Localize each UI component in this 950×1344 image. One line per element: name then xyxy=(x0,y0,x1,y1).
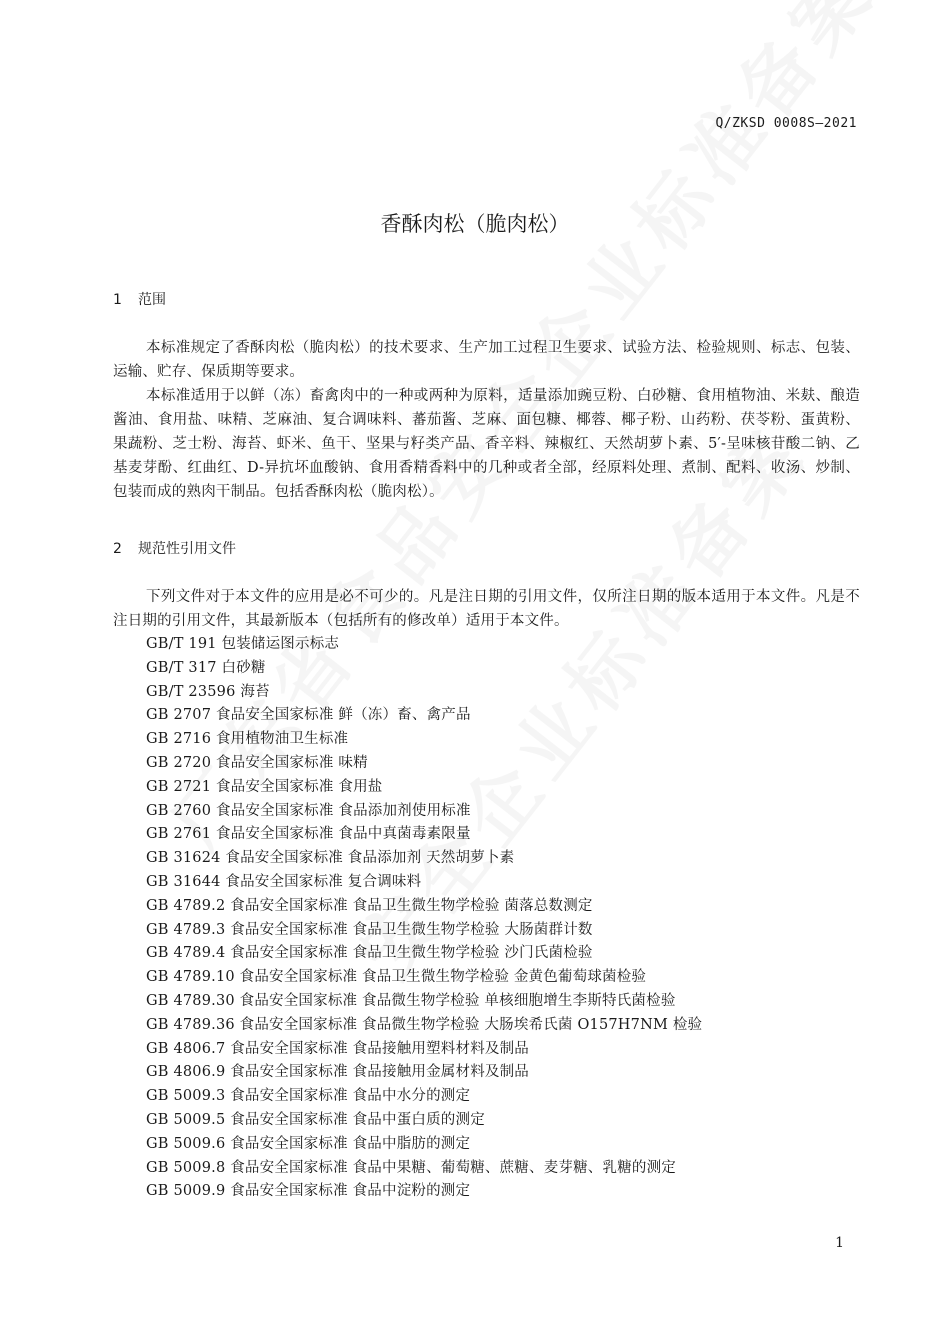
reference-item: GB/T 317 白砂糖 xyxy=(146,659,266,676)
section-1-paragraph-2: 本标准适用于以鲜（冻）畜禽肉中的一种或两种为原料，适量添加豌豆粉、白砂糖、食用植物油、米麸、酿造酱油、食用盐、味精、芝麻油、复合调味料、蕃茄酱、芝麻、面包糠、椰蓉、椰子粉、山药粉、茯苓粉、蛋黄粉、果蔬粉、芝士粉、海苔、虾米、鱼干、坚果与籽类产品、香辛料、辣椒红、天然胡萝卜素、5′-呈味核苷酸二钠、乙基麦芽酚、红曲红、D-异抗坏血酸钠、食用香精香料中的几种或者全部，经原料处理、煮制、配料、收汤、炒制、包装而成的熟肉干制品。包括香酥肉松（脆肉松）。 xyxy=(113,388,860,500)
reference-item: GB 2716 食用植物油卫生标准 xyxy=(146,731,349,748)
section-2-paragraph-1: 下列文件对于本文件的应用是必不可少的。凡是注日期的引用文件，仅所注日期的版本适用于本文件。凡是不注日期的引用文件，其最新版本（包括所有的修改单）适用于本文件。 xyxy=(113,589,860,629)
reference-item: GB 4789.2 食品安全国家标准 食品卫生微生物学检验 菌落总数测定 xyxy=(146,897,593,914)
document-title: 香酥肉松（脆肉松） xyxy=(380,212,570,236)
reference-item: GB 2707 食品安全国家标准 鲜（冻）畜、禽产品 xyxy=(146,707,471,724)
reference-item: GB/T 23596 海苔 xyxy=(146,683,270,700)
reference-item: GB 4789.36 食品安全国家标准 食品微生物学检验 大肠埃希氏菌 O157H7NM 检验 xyxy=(146,1016,703,1033)
reference-item: GB 2760 食品安全国家标准 食品添加剂使用标准 xyxy=(146,802,471,819)
reference-item: GB 4806.9 食品安全国家标准 食品接触用金属材料及制品 xyxy=(146,1064,529,1081)
reference-item: GB 2720 食品安全国家标准 味精 xyxy=(146,754,368,771)
reference-item: GB 31644 食品安全国家标准 复合调味料 xyxy=(146,873,422,890)
section-2-title: 规范性引用文件 xyxy=(138,541,236,557)
reference-item: GB 4789.10 食品安全国家标准 食品卫生微生物学检验 金黄色葡萄球菌检验 xyxy=(146,969,647,986)
reference-item: GB 31624 食品安全国家标准 食品添加剂 天然胡萝卜素 xyxy=(146,850,515,867)
section-1-heading xyxy=(113,289,166,309)
document-code: Q/ZKSD 0008S—2021 xyxy=(715,116,857,131)
reference-item: GB 2761 食品安全国家标准 食品中真菌毒素限量 xyxy=(146,826,471,843)
page-number: 1 xyxy=(835,1235,844,1251)
reference-item: GB 5009.6 食品安全国家标准 食品中脂肪的测定 xyxy=(146,1135,471,1152)
reference-item: GB 4789.30 食品安全国家标准 食品微生物学检验 单核细胞增生李斯特氏菌检验 xyxy=(146,992,676,1009)
reference-list xyxy=(146,633,702,1204)
reference-item: GB 5009.5 食品安全国家标准 食品中蛋白质的测定 xyxy=(146,1111,485,1128)
reference-item: GB 4789.4 食品安全国家标准 食品卫生微生物学检验 沙门氏菌检验 xyxy=(146,945,593,962)
section-2-heading xyxy=(113,538,236,558)
section-1-paragraph-1: 本标准规定了香酥肉松（脆肉松）的技术要求、生产加工过程卫生要求、试验方法、检验规则、标志、包装、运输、贮存、保质期等要求。 xyxy=(113,340,860,380)
reference-item: GB/T 191 包装储运图示标志 xyxy=(146,636,340,652)
section-1-number: 1 xyxy=(113,292,122,308)
reference-item: GB 4806.7 食品安全国家标准 食品接触用塑料材料及制品 xyxy=(146,1040,529,1057)
reference-item: GB 2721 食品安全国家标准 食用盐 xyxy=(146,778,383,795)
section-2-number: 2 xyxy=(113,541,122,557)
section-1-title: 范围 xyxy=(138,292,166,308)
reference-item: GB 4789.3 食品安全国家标准 食品卫生微生物学检验 大肠菌群计数 xyxy=(146,921,593,938)
reference-item: GB 5009.8 食品安全国家标准 食品中果糖、葡萄糖、蔗糖、麦芽糖、乳糖的测定 xyxy=(146,1159,676,1176)
reference-item: GB 5009.9 食品安全国家标准 食品中淀粉的测定 xyxy=(146,1183,471,1200)
reference-item: GB 5009.3 食品安全国家标准 食品中水分的测定 xyxy=(146,1088,471,1105)
